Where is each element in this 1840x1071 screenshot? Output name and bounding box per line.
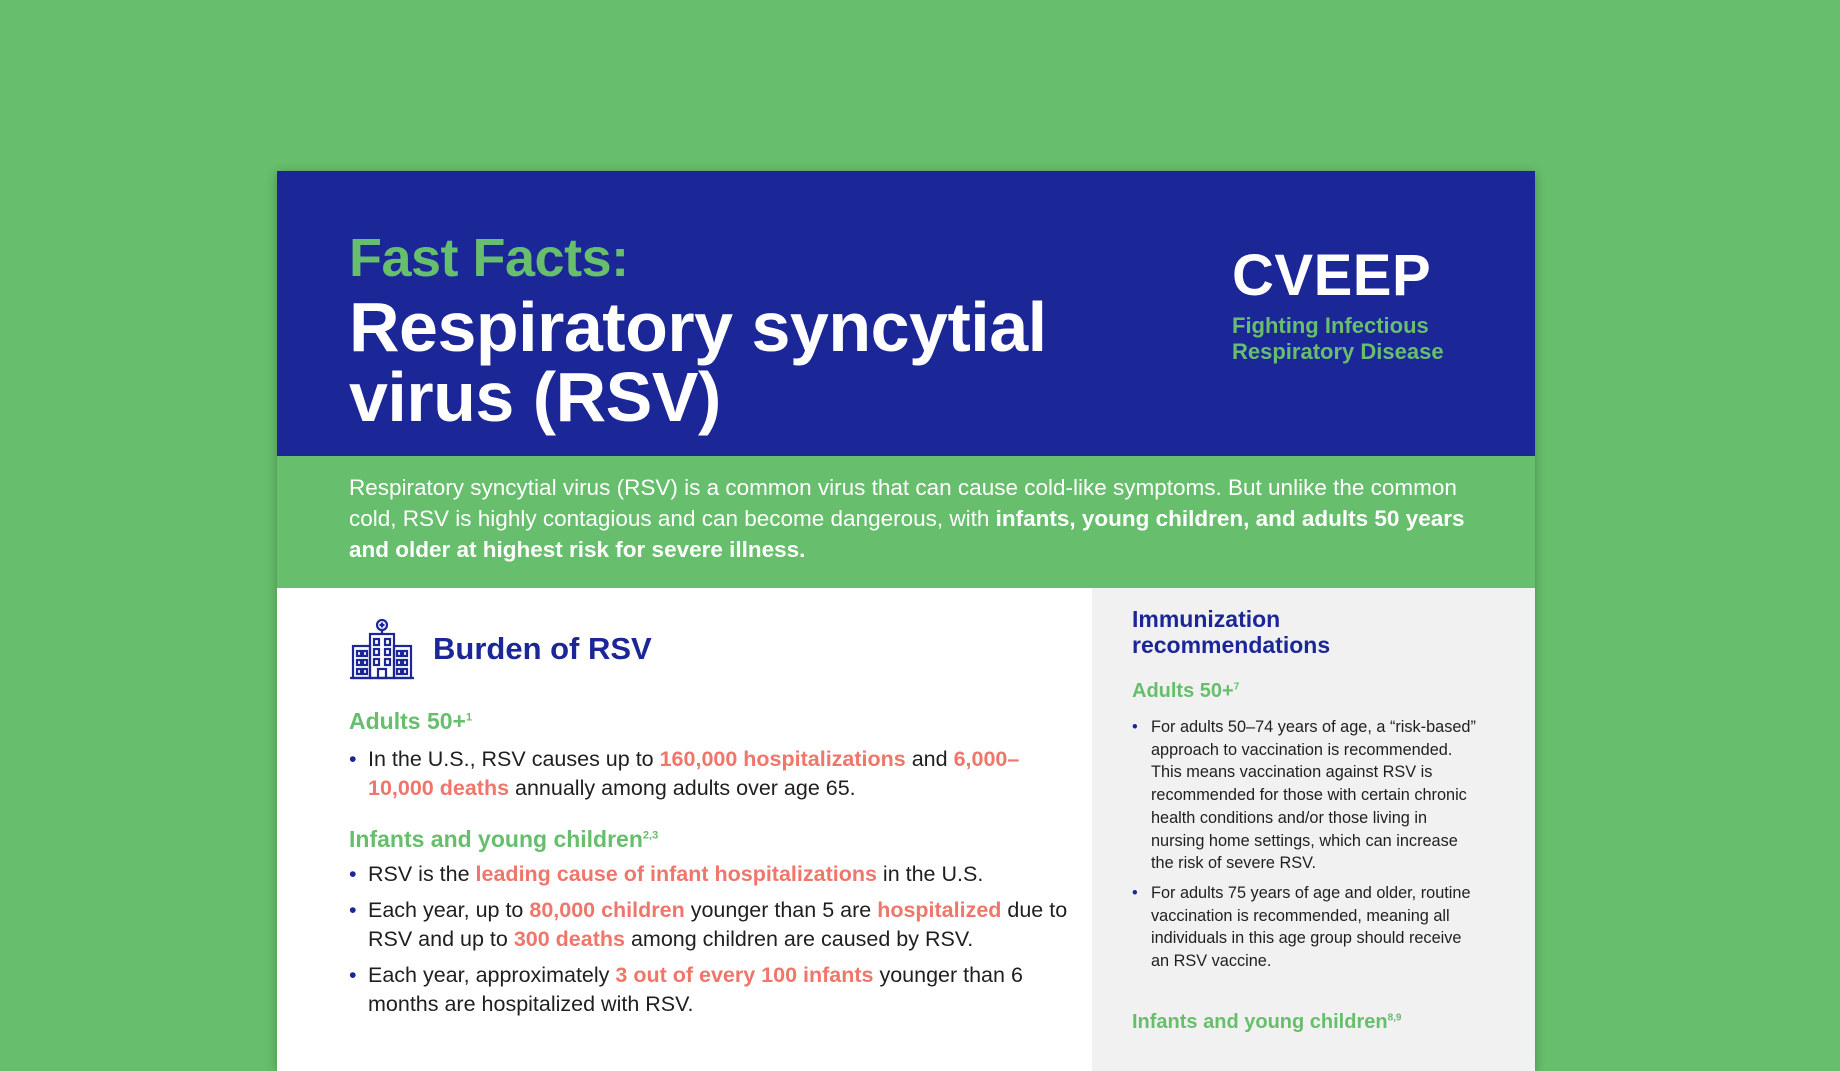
fact-sheet bbox=[277, 171, 1535, 1071]
sidebar-infants-heading-text: Infants and young children bbox=[1132, 1011, 1388, 1033]
burden-section bbox=[277, 588, 1092, 1071]
sidebar-adults-ref: 7 bbox=[1233, 681, 1240, 693]
adults-heading bbox=[349, 708, 472, 735]
sidebar-adults-heading bbox=[1132, 680, 1239, 703]
hospital-icon bbox=[349, 618, 415, 680]
immunization-bullet-list bbox=[1132, 716, 1477, 980]
header-banner bbox=[277, 171, 1535, 456]
bullet-text: due to RSV and up to bbox=[368, 898, 1068, 951]
infants-bullet-list bbox=[349, 860, 1069, 1026]
page-title: Respiratory syncytial virus (RSV) bbox=[349, 288, 1047, 436]
highlight-stat: 300 deaths bbox=[513, 927, 625, 951]
highlight-stat: 160,000 hospitalizations bbox=[659, 747, 906, 771]
list-item bbox=[349, 745, 1069, 803]
sidebar-infants-ref: 8,9 bbox=[1387, 1012, 1402, 1024]
cveep-logo bbox=[1232, 243, 1444, 365]
bullet-text: younger than 5 are bbox=[684, 898, 878, 922]
intro-band bbox=[277, 456, 1535, 588]
highlight-stat: 80,000 children bbox=[529, 898, 685, 922]
highlight-stat: hospitalized bbox=[877, 898, 1002, 922]
infants-heading-text: Infants and young children bbox=[349, 826, 643, 852]
list-item bbox=[349, 961, 1069, 1019]
bullet-text: younger than 6 months are hospitalized with RSV. bbox=[368, 963, 1023, 1016]
intro-plain: Respiratory syncytial virus (RSV) is a common virus that can cause cold-like symptoms. But unlike the common cold, RSV is highly contagious and can become dangerous, with bbox=[349, 475, 1457, 531]
bullet-text: in the U.S. bbox=[876, 862, 984, 886]
logo-tagline bbox=[1232, 313, 1444, 365]
immunization-title: Immunization recommendations bbox=[1132, 606, 1331, 658]
infants-heading bbox=[349, 826, 658, 853]
kicker: Fast Facts: bbox=[349, 228, 629, 288]
intro-text bbox=[349, 472, 1469, 565]
list-item bbox=[349, 860, 1069, 889]
sidebar-infants-heading bbox=[1132, 1011, 1401, 1034]
adults-heading-text: Adults 50+ bbox=[349, 708, 466, 734]
bullet-text: Each year, approximately bbox=[368, 963, 616, 987]
list-item: • For adults 50–74 years of age, a “risk-based” approach to vaccination is recommended. This means vaccination against RSV is recommended for those with certain chronic health conditions and/or those living in nursing home settings, which can increase the risk of severe RSV. bbox=[1132, 716, 1477, 875]
infants-heading-ref: 2,3 bbox=[642, 829, 659, 842]
logo-tagline-line-2: Respiratory Disease bbox=[1232, 339, 1444, 364]
bullet-text: annually among adults over age 65. bbox=[509, 776, 856, 800]
burden-header bbox=[349, 618, 652, 680]
logo-name: CVEEP bbox=[1232, 243, 1432, 308]
bullet-text: RSV is the bbox=[368, 862, 476, 886]
logo-tagline-line-1: Fighting Infectious bbox=[1232, 313, 1429, 338]
bullet-text: In the U.S., RSV causes up to bbox=[368, 747, 660, 771]
list-item: • For adults 75 years of age and older, routine vaccination is recommended, meaning all individuals in this age group should receive an RSV vaccine. bbox=[1132, 882, 1477, 973]
intro-bold: infants, young children, and adults 50 years and older at highest risk for severe illness. bbox=[349, 506, 1465, 562]
bullet-text: among children are caused by RSV. bbox=[624, 927, 974, 951]
highlight-stat: leading cause of infant hospitalizations bbox=[475, 862, 877, 886]
highlight-stat: 3 out of every 100 infants bbox=[615, 963, 874, 987]
sidebar-adults-heading-text: Adults 50+ bbox=[1132, 680, 1234, 702]
highlight-stat: 6,000–10,000 deaths bbox=[368, 747, 1020, 800]
adults-heading-ref: 1 bbox=[465, 711, 473, 724]
bullet-text: Each year, up to bbox=[368, 898, 530, 922]
immunization-sidebar bbox=[1092, 588, 1535, 1071]
burden-title: Burden of RSV bbox=[433, 631, 652, 666]
list-item bbox=[349, 896, 1069, 954]
adults-bullet-list bbox=[349, 745, 1069, 810]
bullet-text: and bbox=[905, 747, 954, 771]
